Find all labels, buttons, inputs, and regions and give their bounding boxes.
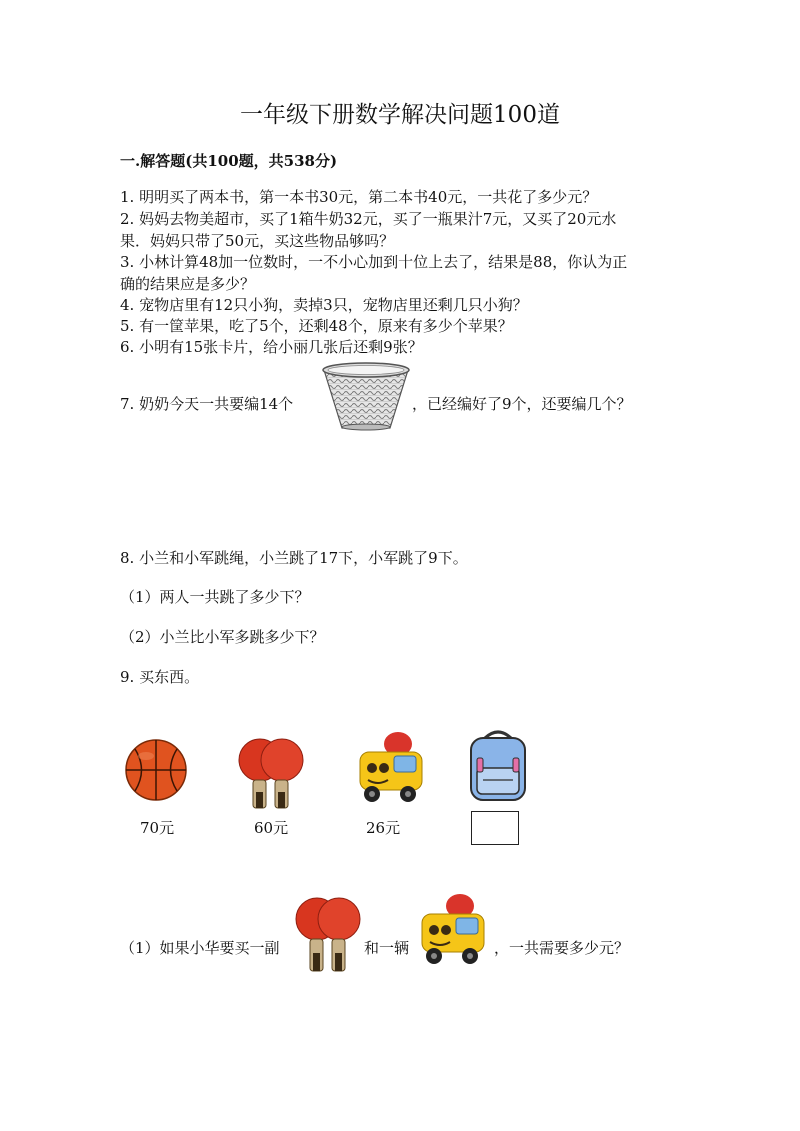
toy-car-icon bbox=[416, 892, 488, 968]
ping-pong-paddles-icon bbox=[295, 895, 363, 975]
price-label: 70元 bbox=[140, 819, 175, 837]
question-3-line-1: 3. 小林计算48加一位数时，一不小心加到十位上去了，结果是88，你认为正 bbox=[120, 253, 628, 271]
question-8: 8. 小兰和小军跳绳，小兰跳了17下，小军跳了9下。 bbox=[120, 549, 468, 567]
backpack-icon bbox=[465, 728, 531, 802]
price-label: 60元 bbox=[254, 819, 289, 837]
question-7-after: ，已经编好了9个，还要编几个？ bbox=[412, 395, 632, 413]
question-9-part-1-a: （1）如果小华要买一副 bbox=[120, 939, 280, 957]
price-answer-box[interactable] bbox=[471, 811, 519, 845]
page-title: 一年级下册数学解决问题100道 bbox=[240, 102, 560, 128]
question-7-before: 7. 奶奶今天一共要编14个 bbox=[120, 395, 294, 413]
toy-car-icon bbox=[354, 730, 426, 806]
question-9: 9. 买东西。 bbox=[120, 668, 200, 686]
question-3-line-2: 确的结果应是多少？ bbox=[120, 275, 256, 293]
section-heading: 一.解答题(共100题，共538分) bbox=[120, 152, 338, 170]
question-4: 4. 宠物店里有12只小狗，卖掉3只，宠物店里还剩几只小狗？ bbox=[120, 296, 528, 314]
question-1: 1. 明明买了两本书，第一本书30元，第二本书40元，一共花了多少元？ bbox=[120, 188, 598, 206]
price-label: 26元 bbox=[366, 819, 401, 837]
basketball-icon bbox=[124, 738, 188, 802]
question-8-part-1: （1）两人一共跳了多少下？ bbox=[120, 588, 310, 606]
question-2-line-1: 2. 妈妈去物美超市，买了1箱牛奶32元，买了一瓶果汁7元，又买了20元水 bbox=[120, 210, 617, 228]
question-9-part-1-b: 和一辆 bbox=[364, 939, 410, 957]
question-9-part-1-c: ，一共需要多少元？ bbox=[494, 939, 630, 957]
question-6: 6. 小明有15张卡片，给小丽几张后还剩9张？ bbox=[120, 338, 423, 356]
basket-icon bbox=[320, 360, 412, 432]
question-8-part-2: （2）小兰比小军多跳多少下？ bbox=[120, 628, 325, 646]
ping-pong-paddles-icon bbox=[238, 736, 306, 812]
question-2-line-2: 果．妈妈只带了50元，买这些物品够吗？ bbox=[120, 232, 395, 250]
question-5: 5. 有一筐苹果，吃了5个，还剩48个，原来有多少个苹果？ bbox=[120, 317, 513, 335]
